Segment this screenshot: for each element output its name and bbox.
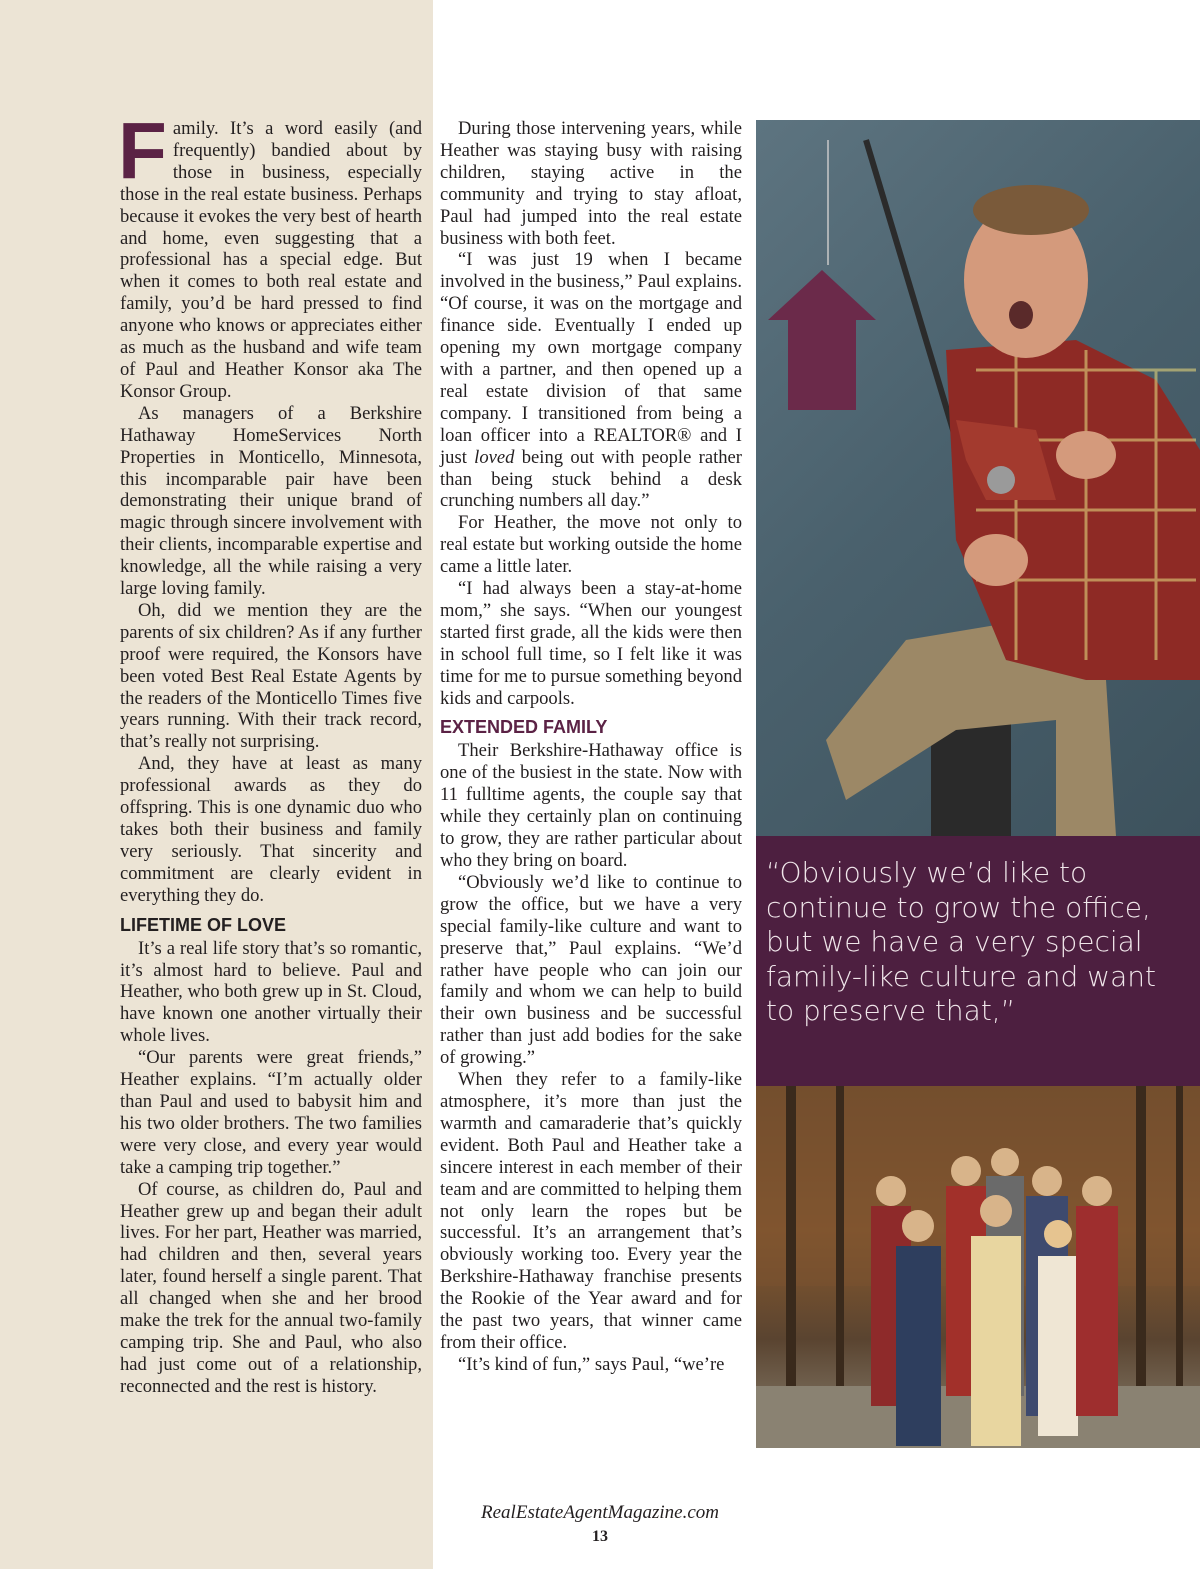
paragraph: Oh, did we mention they are the parents of six children? As if any further proof were required, the Konsors have been voted Best Real Estate Agents by the readers of the Monticello Times five years running. With their track record, that’s really not surprising. bbox=[120, 599, 422, 753]
drop-cap: F bbox=[118, 106, 167, 195]
paragraph bbox=[440, 249, 742, 512]
photo-family-illustration bbox=[756, 1086, 1200, 1448]
emphasis-text: loved bbox=[474, 446, 515, 468]
intro-paragraph bbox=[118, 106, 422, 403]
photo-family-group bbox=[756, 1086, 1200, 1448]
paragraph: “Our parents were great friends,” Heather explains. “I’m actually older than Paul and used to babysit him and his two older brothers. The two families were very close, and every year would take a camping trip together.” bbox=[120, 1047, 422, 1178]
paragraph: As managers of a Berkshire Hathaway HomeServices North Properties in Monticello, Minnesota, this incomparable pair have been demonstrating their unique brand of magic through sincere involvement with their clients, incomparable expertise and knowledge, all the while raising a very large loving family. bbox=[120, 402, 422, 600]
paragraph: “It’s kind of fun,” says Paul, “we’re bbox=[458, 1353, 725, 1375]
paragraph-text: being out with people rather than being stuck behind a desk crunching numbers all day.” bbox=[440, 446, 742, 512]
open-mouth-shape bbox=[1009, 301, 1033, 329]
footer-website: RealEstateAgentMagazine.com bbox=[481, 1502, 719, 1523]
photo-man-fishing bbox=[756, 120, 1200, 836]
intro-text: amily. It’s a word easily (and frequently) bandied about by those in business, especially those in the real estate business. Perhaps because it evokes the very best of hearth and home, even suggesting that a professional has a special edge. But when it comes to both real estate and family, you’d be hard pressed to find anyone who knows or appreciates either as much as the husband and wife team of Paul and Heather Konsor aka The Konsor Group. bbox=[120, 118, 422, 402]
paragraph: When they refer to a family-like atmosphere, it’s more than just the warmth and camaraderie that’s quickly evident. Both Paul and Heather take a sincere interest in each member of their team and are committed to helping them not only learn the ropes but be successful. It’s an arrangement that’s obviously working too. Every year the Berkshire-Hathaway franchise presents the Rookie of the Year award and for the past two years, that winner came from their office. bbox=[440, 1069, 742, 1353]
pull-quote: “Obviously we’d like to continue to grow the office, but we have a very special family-like culture and want to preserve that,” bbox=[756, 836, 1200, 1086]
article-column-2 bbox=[440, 118, 742, 1376]
photo-man-fishing-illustration bbox=[756, 120, 1200, 836]
section-heading-extended-family: EXTENDED FAMILY bbox=[440, 717, 608, 738]
article-column-1 bbox=[118, 106, 422, 1398]
paragraph: Of course, as children do, Paul and Heather grew up and began their adult lives. For her part, Heather was married, had children and then, several years later, found herself a single parent. That all changed when she and her brood make the trek for the annual two-family camping trip. She and Paul, who also had just come out of a relationship, reconnected and the rest is history. bbox=[120, 1178, 422, 1397]
arrow-sign-shape bbox=[768, 270, 876, 410]
paragraph: “Obviously we’d like to continue to grow the office, but we have a very special family-like culture and want to preserve that,” Paul explains. “We’d rather have people who can join our family and whom we can help to build their own business and be successful rather than just add bodies for the sake of growing.” bbox=[440, 871, 742, 1069]
reel-shape bbox=[987, 466, 1015, 494]
paragraph: For Heather, the move not only to real estate but working outside the home came a little later. bbox=[440, 512, 742, 578]
hand-shape bbox=[1056, 431, 1116, 479]
section-heading-lifetime-of-love: LIFETIME OF LOVE bbox=[120, 914, 286, 935]
paragraph: And, they have at least as many professional awards as they do offspring. This is one dynamic duo who takes both their business and family very seriously. That sincerity and commitment are clearly evident in everything they do. bbox=[120, 753, 422, 906]
paragraph: Their Berkshire-Hathaway office is one of the busiest in the state. Now with 11 fulltime agents, the couple say that while they certainly plan on continuing to grow, they are rather particular about who they bring on board. bbox=[440, 740, 742, 871]
hand-shape bbox=[964, 534, 1028, 586]
page-number: 13 bbox=[592, 1528, 608, 1545]
paragraph: “I had always been a stay-at-home mom,” she says. “When our youngest started first grade, all the kids were then in school full time, so I felt like it was time for me to pursue something beyond kids and carpools. bbox=[440, 578, 742, 709]
paragraph: It’s a real life story that’s so romantic, it’s almost hard to believe. Paul and Heather, who both grew up in St. Cloud, have known one another virtually their whole lives. bbox=[120, 937, 422, 1047]
hair-shape bbox=[973, 185, 1089, 235]
paragraph-text: “I was just 19 when I became involved in the business,” Paul explains. “Of course, it was on the mortgage and finance side. Eventually I ended up opening my own mortgage company with a partner, and then opened up a real estate division of that same company. I transitioned from being a loan officer into a REALTOR® and I just bbox=[440, 249, 742, 468]
paragraph: During those intervening years, while Heather was staying busy with raising children, staying active in the community and trying to stay afloat, Paul had jumped into the real estate business with both feet. bbox=[440, 118, 742, 249]
